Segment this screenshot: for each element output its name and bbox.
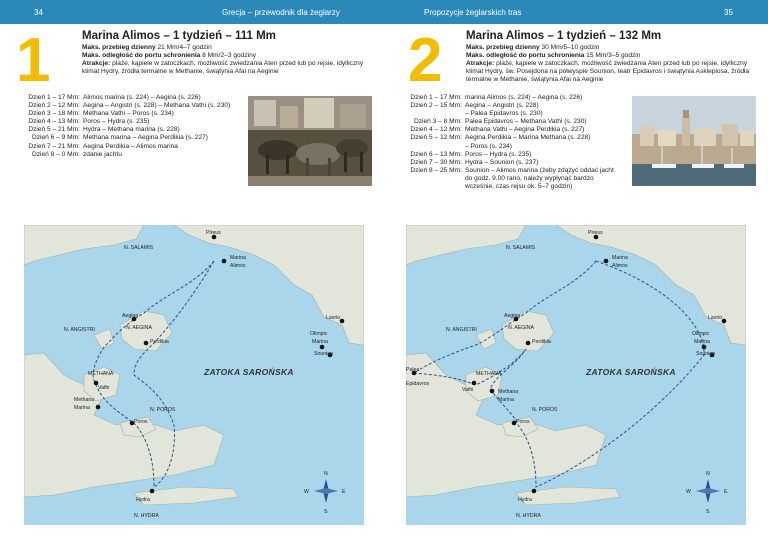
methana-marina-label: Methana xyxy=(498,389,519,395)
day-label: Dzień 1 – 17 Mm: xyxy=(410,94,462,101)
day-row xyxy=(22,102,230,110)
day-label: Dzień 8 – 0 Mm: xyxy=(31,150,80,158)
olimpic-label: Olimpic xyxy=(310,331,328,337)
compass-e-label: E xyxy=(724,489,728,495)
day-row xyxy=(404,110,614,118)
perdikia-label: Perdikia xyxy=(150,339,169,345)
pireus-label: Pireus xyxy=(206,230,221,236)
day-row xyxy=(404,102,614,110)
route-number-1: 1 xyxy=(16,26,51,95)
day-row xyxy=(22,118,230,126)
day-row xyxy=(404,134,614,142)
n-aegina-label: N. AEGINA xyxy=(126,325,152,331)
compass-e-label: E xyxy=(342,489,346,495)
poros-label: Poros xyxy=(134,419,148,425)
day-route: Methana Vathi – Poros (s. 234) xyxy=(83,110,174,118)
hydra-dot xyxy=(150,489,155,494)
n-hydra-label: N. HYDRA xyxy=(516,513,541,519)
day-row xyxy=(22,126,230,134)
day-label: Dzień 1 – 17 Mm: xyxy=(28,94,80,101)
day-route: Alimos marina (s. 224) – Aegina (s. 226) xyxy=(83,94,201,101)
max-shelter-value: 8 Mm/2–3 godziny xyxy=(200,52,257,59)
max-shelter-value: 15 Mm/3–5 godzin xyxy=(584,52,641,59)
sounion-label: Sounion xyxy=(314,351,334,357)
route-title-1: Marina Alimos – 1 tydzień – 111 Mm xyxy=(82,30,276,42)
compass-n-label: N xyxy=(706,471,710,477)
alimos-label: Alimos xyxy=(612,263,628,269)
day-route: Aegina Perdikia – Alimos marina xyxy=(83,142,178,150)
day-label: Dzień 6 – 13 Mm: xyxy=(410,150,462,158)
day-row xyxy=(22,151,230,159)
n-hydra-label: N. HYDRA xyxy=(134,513,159,519)
alimos-dot xyxy=(604,259,609,264)
day-route: Sounion – Alimos marina (żeby zdążyć oddać jacht xyxy=(465,166,614,174)
day-label xyxy=(404,175,465,183)
methana-label: METHANA xyxy=(476,371,502,377)
day-route: marina Alimos (s. 224) – Aegina (s. 226) xyxy=(465,94,583,101)
day-label: Dzień 5 – 21 Mm: xyxy=(28,126,80,134)
day-row xyxy=(22,110,230,118)
olimpic-marina-label: Marina xyxy=(694,339,710,345)
day-label: Dzień 7 – 30 Mm: xyxy=(410,158,462,166)
day-label: Dzień 2 – 12 Mm: xyxy=(28,102,80,110)
olimpic-marina-label: Marina xyxy=(312,339,328,345)
day-route: Aegina – Angistri (s. 228) – Methana Vathi (s. 230) xyxy=(83,102,231,110)
day-row xyxy=(404,167,614,175)
perdikia-label: Perdikia xyxy=(532,339,551,345)
route-info-1 xyxy=(82,44,372,76)
day-row xyxy=(404,143,614,151)
max-daily-label: Maks. przebieg dzienny xyxy=(82,44,156,51)
day-label xyxy=(404,110,465,118)
methana-marina-dot xyxy=(490,389,495,394)
day-route: Methana marina – Aegina Perdikia (s. 227) xyxy=(83,134,208,142)
day-row xyxy=(22,143,230,151)
lavrio-dot xyxy=(340,319,345,324)
right-page xyxy=(384,0,768,546)
olimpic-dot xyxy=(702,345,707,350)
day-label: Dzień 6 – 9 Mm: xyxy=(31,134,80,142)
day-label: Dzień 4 – 13 Mm: xyxy=(28,118,80,126)
day-label xyxy=(404,183,465,191)
alimos-label: Alimos xyxy=(230,263,246,269)
day-route: do godz. 9.00 rano, należy wypłynąć bardzo xyxy=(465,174,594,182)
lavrio-dot xyxy=(722,319,727,324)
palea-label: Palea xyxy=(406,367,420,373)
compass-w-label: W xyxy=(304,489,309,495)
vathi-dot xyxy=(472,381,477,386)
perdikia-dot xyxy=(144,341,149,346)
route-title-2: Marina Alimos – 1 tydzień – 132 Mm xyxy=(466,30,662,42)
compass-n-label: N xyxy=(324,471,328,477)
hydra-dot xyxy=(532,489,537,494)
right-running-head: Propozycje żeglarskich tras xyxy=(424,8,522,17)
salamis-label: N. SALAMIS xyxy=(506,245,536,251)
day-route: Hydra – Sounion (s. 237) xyxy=(465,158,539,166)
epidavros-label: Epidavros xyxy=(406,381,430,387)
methana-marina-label: Methana xyxy=(74,397,95,403)
attractions-label: Atrakcje: xyxy=(466,60,495,67)
salamis-label: N. SALAMIS xyxy=(124,245,154,251)
day-label: Dzień 7 – 21 Mm: xyxy=(28,142,80,150)
max-daily-label: Maks. przebieg dzienny xyxy=(466,44,540,51)
day-route: zdanie jachtu xyxy=(83,150,122,158)
right-page-number: 35 xyxy=(724,8,733,17)
day-row xyxy=(22,134,230,142)
olimpic-label: Olimpic xyxy=(692,331,710,337)
methana-marina-dot xyxy=(96,405,101,410)
attractions-label: Atrakcje: xyxy=(82,60,111,67)
alimos-dot xyxy=(222,259,227,264)
methana-label: METHANA xyxy=(88,371,114,377)
aegina-label: Aegina xyxy=(122,313,139,319)
day-row xyxy=(404,175,614,183)
angistri-label: N. ANGISTRI xyxy=(446,327,477,333)
sounion-label: Sounion xyxy=(696,351,716,357)
day-row xyxy=(404,183,614,191)
route-map-2 xyxy=(406,225,746,530)
day-route: Methana Vathi – Aegina Perdikia (s. 227) xyxy=(465,126,585,134)
compass-w-label: W xyxy=(686,489,691,495)
max-shelter-label: Maks. odległość do portu schronienia xyxy=(466,52,585,59)
day-route: Palea Epidavros – Methana Vathi (s. 230) xyxy=(465,118,587,126)
aegina-label: Aegina xyxy=(504,313,521,319)
day-route: wcześnie, czas rejsu ok. 5–7 godzin) xyxy=(465,183,573,191)
day-row xyxy=(404,94,614,102)
left-running-head: Grecja – przewodnik dla żeglarzy xyxy=(222,8,340,17)
olimpic-dot xyxy=(320,345,325,350)
day-route: – Palea Epidavros (s. 230) xyxy=(465,110,543,118)
pireus-label: Pireus xyxy=(588,230,603,236)
day-label xyxy=(404,143,465,151)
gulf-label: ZATOKA SAROŃSKA xyxy=(204,367,294,377)
methana-marina2-label: Marina xyxy=(498,397,514,403)
max-shelter-label: Maks. odległość do portu schronienia xyxy=(82,52,201,59)
day-route: Aegina – Angistri (s. 228) xyxy=(465,102,539,110)
compass-s-label: S xyxy=(324,509,328,515)
day-label: Dzień 2 – 15 Mm: xyxy=(410,102,462,110)
n-poros-label: N. POROS xyxy=(150,407,176,413)
harbour-photo xyxy=(632,96,756,186)
day-route: – Poros (s. 234) xyxy=(465,142,512,150)
route-info-2 xyxy=(466,44,758,84)
max-daily-value: 30 Mm/5–10 godzin xyxy=(539,44,600,51)
day-row xyxy=(404,126,614,134)
day-label: Dzień 5 – 12 Mm: xyxy=(410,134,462,142)
vathi-label: Vathi xyxy=(98,385,110,391)
day-row xyxy=(404,159,614,167)
marina-label: Marina xyxy=(230,255,246,261)
n-poros-label: N. POROS xyxy=(532,407,558,413)
day-list-2 xyxy=(404,94,614,191)
n-aegina-label: N. AEGINA xyxy=(508,325,534,331)
day-row xyxy=(404,151,614,159)
day-label: Dzień 3 – 18 Mm: xyxy=(28,110,80,118)
day-row xyxy=(22,94,230,102)
day-row xyxy=(404,118,614,126)
route-map-1 xyxy=(24,225,364,530)
marina-label: Marina xyxy=(612,255,628,261)
angistri-label: N. ANGISTRI xyxy=(64,327,95,333)
lavrio-label: Lavrio xyxy=(708,315,723,321)
compass-s-label: S xyxy=(706,509,710,515)
vathi-label: Vathi xyxy=(462,387,474,393)
day-route: Aegina Perdikia – Marina Methana (s. 228) xyxy=(465,134,591,142)
left-header-bar xyxy=(0,0,384,24)
max-daily-value: 21 Mm/4–7 godzin xyxy=(155,44,212,51)
gulf-label: ZATOKA SAROŃSKA xyxy=(586,367,676,377)
day-label: Dzień 4 – 12 Mm: xyxy=(410,126,462,134)
methana-marina2-label: Marina xyxy=(74,405,90,411)
day-route: Poros – Hydra (s. 235) xyxy=(465,150,532,158)
hydra-label: Hydra xyxy=(518,497,532,503)
perdikia-dot xyxy=(526,341,531,346)
day-label: Dzień 3 – 8 Mm: xyxy=(413,118,462,126)
route-number-2: 2 xyxy=(408,26,443,95)
lavrio-label: Lavrio xyxy=(326,315,341,321)
hydra-label: Hydra xyxy=(136,497,150,503)
day-label: Dzień 8 – 25 Mm: xyxy=(410,166,462,174)
right-header-bar xyxy=(384,0,768,24)
poros-label: Poros xyxy=(516,419,530,425)
attractions-value: plaże, kąpiele w zatoczkach, możliwość zwiedzania Aten przed lub po rejsie, idylliczny klimat Hydry, św. Posejdona na półwyspie Sounion, teatr Epidavros i świątynia Asklepiosa, źródła termalne w Methanie, świątynia Afai na Aeginie xyxy=(466,60,750,83)
attractions-value: plaże, kąpiele w zatoczkach, możliwość zwiedzania Aten przed lub po rejsie, idylliczny klimat Hydry, źródła termalne w Methanie, świątynia Afai na Aeginie xyxy=(82,60,364,75)
left-page-number: 34 xyxy=(34,8,43,17)
donkeys-photo xyxy=(248,96,372,186)
day-route: Hydra – Methana marina (s. 228) xyxy=(83,126,180,134)
day-list-1 xyxy=(22,94,230,159)
day-route: Poros – Hydra (s. 235) xyxy=(83,118,150,126)
